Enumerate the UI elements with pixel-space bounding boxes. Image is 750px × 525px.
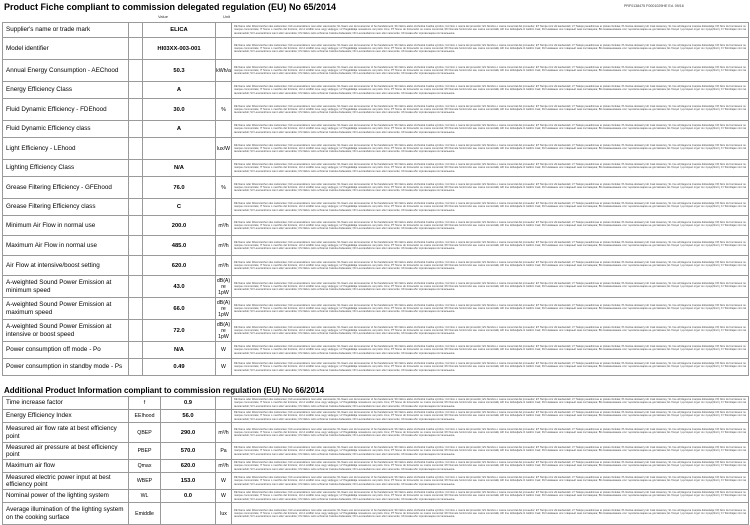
row-symbol: Qmax (129, 460, 161, 473)
row-translations: DE Name oder Warenzeichen des Lieferanten; DA Leverandørens navn eller varemærke; NL Naam van de leverancier of het handelsmerk; SK Názov alebo obchodná značka výrobcu; CA Nom o marca del proveïdor; ES Nombre o marca comercial del proveedor; ET Tarnija nimi või kaubamärk; LT Tiekėjo pavadinimas ar prekės ženklas; PL Nazwa dostawcy lub znak towarowy; SL Ime ali blagovna znamka dobavitelja; FR Nom du fournisseur ou marque commerciale; IT Nome o marchio del fornitore; HU A szállító neve vagy védjegye; LV Piegādātāja nosaukums vai preču zīme; PT Nome do fornecedor ou marca comercial; RO Numele furnizorului sau marca comercială; HR Ime dobavljača ili zaštitni znak; RU Название или товарный знак поставщика; BG Наименование или търговска марка на доставчика; EL Όνομα ή εμπορικό σήμα του προμηθευτή; FI Toimittajan nimi tai tavaramerkki; SV Leverantörens namn eller varumärke; CS Název nebo ochranná známka dodavatele; NO Leverandørens navn eller varemerke; UK Назва або торгова марка постачальника. (232, 473, 749, 490)
unit-column-header: Unit (223, 14, 231, 19)
table-row (3, 121, 749, 138)
row-value: A (143, 82, 216, 99)
row-unit (216, 199, 232, 216)
table-row (3, 60, 749, 82)
table-row (3, 38, 749, 60)
row-translations: DE Name oder Warenzeichen des Lieferanten; DA Leverandørens navn eller varemærke; NL Naam van de leverancier of het handelsmerk; SK Názov alebo obchodná značka výrobcu; CA Nom o marca del proveïdor; ES Nombre o marca comercial del proveedor; ET Tarnija nimi või kaubamärk; LT Tiekėjo pavadinimas ar prekės ženklas; PL Nazwa dostawcy lub znak towarowy; SL Ime ali blagovna znamka dobavitelja; FR Nom du fournisseur ou marque commerciale; IT Nome o marchio del fornitore; HU A szállító neve vagy védjegye; LV Piegādātāja nosaukums vai preču zīme; PT Nome do fornecedor ou marca comercial; RO Numele furnizorului sau marca comercială; HR Ime dobavljača ili zaštitni znak; RU Название или товарный знак поставщика; BG Наименование или търговска марка на доставчика; EL Όνομα ή εμπορικό σήμα του προμηθευτή; FI Toimittajan nimi tai tavaramerkki; SV Leverantörens namn eller varumärke; CS Název nebo ochranná známka dodavatele; NO Leverandørens navn eller varemerke; UK Назва або торгова марка постачальника. (232, 138, 749, 160)
row-translations: DE Name oder Warenzeichen des Lieferanten; DA Leverandørens navn eller varemærke; NL Naam van de leverancier of het handelsmerk; SK Názov alebo obchodná značka výrobcu; CA Nom o marca del proveïdor; ES Nombre o marca comercial del proveedor; ET Tarnija nimi või kaubamärk; LT Tiekėjo pavadinimas ar prekės ženklas; PL Nazwa dostawcy lub znak towarowy; SL Ime ali blagovna znamka dobavitelja; FR Nom du fournisseur ou marque commerciale; IT Nome o marchio del fornitore; HU A szállító neve vagy védjegye; LV Piegādātāja nosaukums vai preču zīme; PT Nome do fornecedor ou marca comercial; RO Numele furnizorului sau marca comercială; HR Ime dobavljača ili zaštitni znak; RU Название или товарный знак поставщика; BG Наименование или търговска марка на доставчика; EL Όνομα ή εμπορικό σήμα του προμηθευτή; FI Toimittajan nimi tai tavaramerkki; SV Leverantörens namn eller varumärke; CS Název nebo ochranná známka dodavatele; NO Leverandørens navn eller varemerke; UK Назва або торгова марка постачальника. (232, 423, 749, 443)
row-value: 43.0 (143, 276, 216, 298)
table-row (3, 490, 749, 503)
row-symbol (129, 177, 143, 199)
row-translations: DE Name oder Warenzeichen des Lieferanten; DA Leverandørens navn eller varemærke; NL Naam van de leverancier of het handelsmerk; SK Názov alebo obchodná značka výrobcu; CA Nom o marca del proveïdor; ES Nombre o marca comercial del proveedor; ET Tarnija nimi või kaubamärk; LT Tiekėjo pavadinimas ar prekės ženklas; PL Nazwa dostawcy lub znak towarowy; SL Ime ali blagovna znamka dobavitelja; FR Nom du fournisseur ou marque commerciale; IT Nome o marchio del fornitore; HU A szállító neve vagy védjegye; LV Piegādātāja nosaukums vai preču zīme; PT Nome do fornecedor ou marca comercial; RO Numele furnizorului sau marca comercială; HR Ime dobavljača ili zaštitni znak; RU Название или товарный знак поставщика; BG Наименование или търговска марка на доставчика; EL Όνομα ή εμπορικό σήμα του προμηθευτή; FI Toimittajan nimi tai tavaramerkki; SV Leverantörens namn eller varumärke; CS Název nebo ochranná známka dodavatele; NO Leverandørens navn eller varemerke; UK Назва або торгова марка постачальника. (232, 160, 749, 177)
row-symbol (129, 342, 143, 359)
row-translations: DE Name oder Warenzeichen des Lieferanten; DA Leverandørens navn eller varemærke; NL Naam van de leverancier of het handelsmerk; SK Názov alebo obchodná značka výrobcu; CA Nom o marca del proveïdor; ES Nombre o marca comercial del proveedor; ET Tarnija nimi või kaubamärk; LT Tiekėjo pavadinimas ar prekės ženklas; PL Nazwa dostawcy lub znak towarowy; SL Ime ali blagovna znamka dobavitelja; FR Nom du fournisseur ou marque commerciale; IT Nome o marchio del fornitore; HU A szállító neve vagy védjegye; LV Piegādātāja nosaukums vai preču zīme; PT Nome do fornecedor ou marca comercial; RO Numele furnizorului sau marca comercială; HR Ime dobavljača ili zaštitni znak; RU Название или товарный знак поставщика; BG Наименование или търговска марка на доставчика; EL Όνομα ή εμπορικό σήμα του προμηθευτή; FI Toimittajan nimi tai tavaramerkki; SV Leverantörens namn eller varumärke; CS Název nebo ochranná známka dodavatele; NO Leverandørens navn eller varemerke; UK Назва або торгова марка постачальника. (232, 410, 749, 423)
row-label: Energy Efficiency Class (3, 82, 129, 99)
row-unit: m³/h (216, 423, 232, 443)
row-label: A-weighted Sound Power Emission at intensive or boost speed (3, 320, 129, 342)
table-row (3, 298, 749, 320)
row-unit (216, 397, 232, 410)
row-value: 50.3 (143, 60, 216, 82)
row-unit: m³/h (216, 236, 232, 256)
table-row (3, 177, 749, 199)
row-symbol (129, 38, 143, 60)
row-symbol (129, 216, 143, 236)
row-label: Energy Efficiency Index (3, 410, 129, 423)
row-unit: kWh/a (216, 60, 232, 82)
row-value: 72.0 (143, 320, 216, 342)
row-value: N/A (143, 160, 216, 177)
row-unit: dB(A) re 1pW (216, 277, 231, 296)
additional-info-table (2, 396, 749, 525)
row-translations: DE Name oder Warenzeichen des Lieferanten; DA Leverandørens navn eller varemærke; NL Naam van de leverancier of het handelsmerk; SK Názov alebo obchodná značka výrobcu; CA Nom o marca del proveïdor; ES Nombre o marca comercial del proveedor; ET Tarnija nimi või kaubamärk; LT Tiekėjo pavadinimas ar prekės ženklas; PL Nazwa dostawcy lub znak towarowy; SL Ime ali blagovna znamka dobavitelja; FR Nom du fournisseur ou marque commerciale; IT Nome o marchio del fornitore; HU A szállító neve vagy védjegye; LV Piegādātāja nosaukums vai preču zīme; PT Nome do fornecedor ou marca comercial; RO Numele furnizorului sau marca comercială; HR Ime dobavljača ili zaštitni znak; RU Название или товарный знак поставщика; BG Наименование или търговска марка на доставчика; EL Όνομα ή εμπορικό σήμα του προμηθευτή; FI Toimittajan nimi tai tavaramerkki; SV Leverantörens namn eller varumärke; CS Název nebo ochranná známka dodavatele; NO Leverandørens navn eller varemerke; UK Назва або торгова марка постачальника. (232, 490, 749, 503)
row-symbol (129, 23, 143, 38)
row-value: N/A (143, 342, 216, 359)
row-unit: m³/h (216, 216, 232, 236)
value-column-header: Value (158, 14, 168, 19)
row-translations: DE Name oder Warenzeichen des Lieferanten; DA Leverandørens navn eller varemærke; NL Naam van de leverancier of het handelsmerk; SK Názov alebo obchodná značka výrobcu; CA Nom o marca del proveïdor; ES Nombre o marca comercial del proveedor; ET Tarnija nimi või kaubamärk; LT Tiekėjo pavadinimas ar prekės ženklas; PL Nazwa dostawcy lub znak towarowy; SL Ime ali blagovna znamka dobavitelja; FR Nom du fournisseur ou marque commerciale; IT Nome o marchio del fornitore; HU A szállító neve vagy védjegye; LV Piegādātāja nosaukums vai preču zīme; PT Nome do fornecedor ou marca comercial; RO Numele furnizorului sau marca comercială; HR Ime dobavljača ili zaštitni znak; RU Название или товарный знак поставщика; BG Наименование или търговска марка на доставчика; EL Όνομα ή εμπορικό σήμα του προμηθευτή; FI Toimittajan nimi tai tavaramerkki; SV Leverantörens namn eller varumärke; CS Název nebo ochranná známka dodavatele; NO Leverandørens navn eller varemerke; UK Назва або торгова марка постачальника. (232, 23, 749, 38)
row-unit (216, 38, 232, 60)
row-symbol: PBEP (129, 443, 161, 460)
additional-info-title: Additional Product Information compliant to commission regulation (EU) No 66/2014 (4, 386, 325, 395)
row-label: Air Flow at intensive/boost setting (3, 256, 129, 276)
row-unit: % (216, 99, 232, 121)
row-label: Power consumption off mode - Po (3, 342, 129, 359)
row-unit (216, 121, 232, 138)
row-translations: DE Name oder Warenzeichen des Lieferanten; DA Leverandørens navn eller varemærke; NL Naam van de leverancier of het handelsmerk; SK Názov alebo obchodná značka výrobcu; CA Nom o marca del proveïdor; ES Nombre o marca comercial del proveedor; ET Tarnija nimi või kaubamärk; LT Tiekėjo pavadinimas ar prekės ženklas; PL Nazwa dostawcy lub znak towarowy; SL Ime ali blagovna znamka dobavitelja; FR Nom du fournisseur ou marque commerciale; IT Nome o marchio del fornitore; HU A szállító neve vagy védjegye; LV Piegādātāja nosaukums vai preču zīme; PT Nome do fornecedor ou marca comercial; RO Numele furnizorului sau marca comercială; HR Ime dobavljača ili zaštitni znak; RU Название или товарный знак поставщика; BG Наименование или търговска марка на доставчика; EL Όνομα ή εμπορικό σήμα του προμηθευτή; FI Toimittajan nimi tai tavaramerkki; SV Leverantörens namn eller varumärke; CS Název nebo ochranná známka dodavatele; NO Leverandørens navn eller varemerke; UK Назва або торгова марка постачальника. (232, 121, 749, 138)
table-row (3, 423, 749, 443)
row-symbol (129, 298, 143, 320)
row-symbol: EEIhood (129, 410, 161, 423)
row-label: Measured electric power input at best efficiency point (3, 473, 129, 490)
row-value: C (143, 199, 216, 216)
table-row (3, 397, 749, 410)
row-unit: % (216, 177, 232, 199)
row-symbol: f (129, 397, 161, 410)
row-label: Time increase factor (3, 397, 129, 410)
row-translations: DE Name oder Warenzeichen des Lieferanten; DA Leverandørens navn eller varemærke; NL Naam van de leverancier of het handelsmerk; SK Názov alebo obchodná značka výrobcu; CA Nom o marca del proveïdor; ES Nombre o marca comercial del proveedor; ET Tarnija nimi või kaubamärk; LT Tiekėjo pavadinimas ar prekės ženklas; PL Nazwa dostawcy lub znak towarowy; SL Ime ali blagovna znamka dobavitelja; FR Nom du fournisseur ou marque commerciale; IT Nome o marchio del fornitore; HU A szállító neve vagy védjegye; LV Piegādātāja nosaukums vai preču zīme; PT Nome do fornecedor ou marca comercial; RO Numele furnizorului sau marca comercială; HR Ime dobavljača ili zaštitni znak; RU Название или товарный знак поставщика; BG Наименование или търговска марка на доставчика; EL Όνομα ή εμπορικό σήμα του προμηθευτή; FI Toimittajan nimi tai tavaramerkki; SV Leverantörens namn eller varumärke; CS Název nebo ochranná známka dodavatele; NO Leverandørens navn eller varemerke; UK Назва або торгова марка постачальника. (232, 99, 749, 121)
row-label: Lighting Efficiency Class (3, 160, 129, 177)
row-value: 290.0 (161, 423, 216, 443)
row-label: Grease Filtering Efficiency class (3, 199, 129, 216)
row-translations: DE Name oder Warenzeichen des Lieferanten; DA Leverandørens navn eller varemærke; NL Naam van de leverancier of het handelsmerk; SK Názov alebo obchodná značka výrobcu; CA Nom o marca del proveïdor; ES Nombre o marca comercial del proveedor; ET Tarnija nimi või kaubamärk; LT Tiekėjo pavadinimas ar prekės ženklas; PL Nazwa dostawcy lub znak towarowy; SL Ime ali blagovna znamka dobavitelja; FR Nom du fournisseur ou marque commerciale; IT Nome o marchio del fornitore; HU A szállító neve vagy védjegye; LV Piegādātāja nosaukums vai preču zīme; PT Nome do fornecedor ou marca comercial; RO Numele furnizorului sau marca comercială; HR Ime dobavljača ili zaštitni znak; RU Название или товарный знак поставщика; BG Наименование или търговска марка на доставчика; EL Όνομα ή εμπορικό σήμα του προμηθευτή; FI Toimittajan nimi tai tavaramerkki; SV Leverantörens namn eller varumärke; CS Název nebo ochranná známka dodavatele; NO Leverandørens navn eller varemerke; UK Назва або торгова марка постачальника. (232, 236, 749, 256)
table-row (3, 503, 749, 525)
row-symbol (129, 82, 143, 99)
row-translations: DE Name oder Warenzeichen des Lieferanten; DA Leverandørens navn eller varemærke; NL Naam van de leverancier of het handelsmerk; SK Názov alebo obchodná značka výrobcu; CA Nom o marca del proveïdor; ES Nombre o marca comercial del proveedor; ET Tarnija nimi või kaubamärk; LT Tiekėjo pavadinimas ar prekės ženklas; PL Nazwa dostawcy lub znak towarowy; SL Ime ali blagovna znamka dobavitelja; FR Nom du fournisseur ou marque commerciale; IT Nome o marchio del fornitore; HU A szállító neve vagy védjegye; LV Piegādātāja nosaukums vai preču zīme; PT Nome do fornecedor ou marca comercial; RO Numele furnizorului sau marca comercială; HR Ime dobavljača ili zaštitni znak; RU Название или товарный знак поставщика; BG Наименование или търговска марка на доставчика; EL Όνομα ή εμπορικό σήμα του προμηθευτή; FI Toimittajan nimi tai tavaramerkki; SV Leverantörens namn eller varumärke; CS Název nebo ochranná známka dodavatele; NO Leverandørens navn eller varemerke; UK Назва або торгова марка постачальника. (232, 460, 749, 473)
row-value: 76.0 (143, 177, 216, 199)
row-symbol (129, 160, 143, 177)
row-label: A-weighted Sound Power Emission at maximum speed (3, 298, 129, 320)
table-row (3, 320, 749, 342)
row-symbol: Emiddle (129, 503, 161, 525)
row-value: 30.0 (143, 99, 216, 121)
table-row (3, 82, 749, 99)
row-label: Maximum air flow (3, 460, 129, 473)
table-row (3, 199, 749, 216)
row-unit: m³/h (216, 256, 232, 276)
row-translations: DE Name oder Warenzeichen des Lieferanten; DA Leverandørens navn eller varemærke; NL Naam van de leverancier of het handelsmerk; SK Názov alebo obchodná značka výrobcu; CA Nom o marca del proveïdor; ES Nombre o marca comercial del proveedor; ET Tarnija nimi või kaubamärk; LT Tiekėjo pavadinimas ar prekės ženklas; PL Nazwa dostawcy lub znak towarowy; SL Ime ali blagovna znamka dobavitelja; FR Nom du fournisseur ou marque commerciale; IT Nome o marchio del fornitore; HU A szállító neve vagy védjegye; LV Piegādātāja nosaukums vai preču zīme; PT Nome do fornecedor ou marca comercial; RO Numele furnizorului sau marca comercială; HR Ime dobavljača ili zaštitni znak; RU Название или товарный знак поставщика; BG Наименование или търговска марка на доставчика; EL Όνομα ή εμπορικό σήμα του προμηθευτή; FI Toimittajan nimi tai tavaramerkki; SV Leverantörens namn eller varumärke; CS Název nebo ochranná známka dodavatele; NO Leverandørens navn eller varemerke; UK Назва або торгова марка постачальника. (232, 276, 749, 298)
table-row (3, 473, 749, 490)
row-translations: DE Name oder Warenzeichen des Lieferanten; DA Leverandørens navn eller varemærke; NL Naam van de leverancier of het handelsmerk; SK Názov alebo obchodná značka výrobcu; CA Nom o marca del proveïdor; ES Nombre o marca comercial del proveedor; ET Tarnija nimi või kaubamärk; LT Tiekėjo pavadinimas ar prekės ženklas; PL Nazwa dostawcy lub znak towarowy; SL Ime ali blagovna znamka dobavitelja; FR Nom du fournisseur ou marque commerciale; IT Nome o marchio del fornitore; HU A szállító neve vagy védjegye; LV Piegādātāja nosaukums vai preču zīme; PT Nome do fornecedor ou marca comercial; RO Numele furnizorului sau marca comercială; HR Ime dobavljača ili zaštitni znak; RU Название или товарный знак поставщика; BG Наименование или търговска марка на доставчика; EL Όνομα ή εμπορικό σήμα του προμηθευτή; FI Toimittajan nimi tai tavaramerkki; SV Leverantörens namn eller varumärke; CS Název nebo ochranná známka dodavatele; NO Leverandørens navn eller varemerke; UK Назва або торгова марка постачальника. (232, 443, 749, 460)
row-label: Fluid Dynamic Efficiency class (3, 121, 129, 138)
row-value: 570.0 (161, 443, 216, 460)
row-unit: lux/W (216, 138, 232, 160)
row-label: Measured air pressure at best efficiency point (3, 443, 129, 460)
row-translations: DE Name oder Warenzeichen des Lieferanten; DA Leverandørens navn eller varemærke; NL Naam van de leverancier of het handelsmerk; SK Názov alebo obchodná značka výrobcu; CA Nom o marca del proveïdor; ES Nombre o marca comercial del proveedor; ET Tarnija nimi või kaubamärk; LT Tiekėjo pavadinimas ar prekės ženklas; PL Nazwa dostawcy lub znak towarowy; SL Ime ali blagovna znamka dobavitelja; FR Nom du fournisseur ou marque commerciale; IT Nome o marchio del fornitore; HU A szállító neve vagy védjegye; LV Piegādātāja nosaukums vai preču zīme; PT Nome do fornecedor ou marca comercial; RO Numele furnizorului sau marca comercială; HR Ime dobavljača ili zaštitni znak; RU Название или товарный знак поставщика; BG Наименование или търговска марка на доставчика; EL Όνομα ή εμπορικό σήμα του προμηθευτή; FI Toimittajan nimi tai tavaramerkki; SV Leverantörens namn eller varumärke; CS Název nebo ochranná známka dodavatele; NO Leverandørens navn eller varemerke; UK Назва або торгова марка постачальника. (232, 199, 749, 216)
row-translations: DE Name oder Warenzeichen des Lieferanten; DA Leverandørens navn eller varemærke; NL Naam van de leverancier of het handelsmerk; SK Názov alebo obchodná značka výrobcu; CA Nom o marca del proveïdor; ES Nombre o marca comercial del proveedor; ET Tarnija nimi või kaubamärk; LT Tiekėjo pavadinimas ar prekės ženklas; PL Nazwa dostawcy lub znak towarowy; SL Ime ali blagovna znamka dobavitelja; FR Nom du fournisseur ou marque commerciale; IT Nome o marchio del fornitore; HU A szállító neve vagy védjegye; LV Piegādātāja nosaukums vai preču zīme; PT Nome do fornecedor ou marca comercial; RO Numele furnizorului sau marca comercială; HR Ime dobavljača ili zaštitni znak; RU Название или товарный знак поставщика; BG Наименование или търговска марка на доставчика; EL Όνομα ή εμπορικό σήμα του προμηθευτή; FI Toimittajan nimi tai tavaramerkki; SV Leverantörens namn eller varumärke; CS Název nebo ochranná známka dodavatele; NO Leverandørens navn eller varemerke; UK Назва або торгова марка постачальника. (232, 216, 749, 236)
row-value: 200.0 (143, 216, 216, 236)
row-translations: DE Name oder Warenzeichen des Lieferanten; DA Leverandørens navn eller varemærke; NL Naam van de leverancier of het handelsmerk; SK Názov alebo obchodná značka výrobcu; CA Nom o marca del proveïdor; ES Nombre o marca comercial del proveedor; ET Tarnija nimi või kaubamärk; LT Tiekėjo pavadinimas ar prekės ženklas; PL Nazwa dostawcy lub znak towarowy; SL Ime ali blagovna znamka dobavitelja; FR Nom du fournisseur ou marque commerciale; IT Nome o marchio del fornitore; HU A szállító neve vagy védjegye; LV Piegādātāja nosaukums vai preču zīme; PT Nome do fornecedor ou marca comercial; RO Numele furnizorului sau marca comercială; HR Ime dobavljača ili zaštitni znak; RU Название или товарный знак поставщика; BG Наименование или търговска марка на доставчика; EL Όνομα ή εμπορικό σήμα του προμηθευτή; FI Toimittajan nimi tai tavaramerkki; SV Leverantörens namn eller varumärke; CS Název nebo ochranná známka dodavatele; NO Leverandørens navn eller varemerke; UK Назва або торгова марка постачальника. (232, 256, 749, 276)
table-row (3, 160, 749, 177)
row-value: 66.0 (143, 298, 216, 320)
row-label: Annual Energy Consumption - AEChood (3, 60, 129, 82)
row-label: Average illumination of the lighting system on the cooking surface (3, 503, 129, 525)
row-unit: W (216, 490, 232, 503)
row-symbol (129, 138, 143, 160)
table-row (3, 359, 749, 376)
table-row (3, 342, 749, 359)
row-symbol (129, 359, 143, 376)
row-value: HI03XX-003-001 (143, 38, 216, 60)
table-row (3, 460, 749, 473)
table-row (3, 256, 749, 276)
row-translations: DE Name oder Warenzeichen des Lieferanten; DA Leverandørens navn eller varemærke; NL Naam van de leverancier of het handelsmerk; SK Názov alebo obchodná značka výrobcu; CA Nom o marca del proveïdor; ES Nombre o marca comercial del proveedor; ET Tarnija nimi või kaubamärk; LT Tiekėjo pavadinimas ar prekės ženklas; PL Nazwa dostawcy lub znak towarowy; SL Ime ali blagovna znamka dobavitelja; FR Nom du fournisseur ou marque commerciale; IT Nome o marchio del fornitore; HU A szállító neve vagy védjegye; LV Piegādātāja nosaukums vai preču zīme; PT Nome do fornecedor ou marca comercial; RO Numele furnizorului sau marca comercială; HR Ime dobavljača ili zaštitni znak; RU Название или товарный знак поставщика; BG Наименование или търговска марка на доставчика; EL Όνομα ή εμπορικό σήμα του προμηθευτή; FI Toimittajan nimi tai tavaramerkki; SV Leverantörens namn eller varumärke; CS Název nebo ochranná známka dodavatele; NO Leverandørens navn eller varemerke; UK Назва або торгова марка постачальника. (232, 342, 749, 359)
row-label: A-weighted Sound Power Emission at minimum speed (3, 276, 129, 298)
row-value: 0.49 (143, 359, 216, 376)
row-symbol: QBEP (129, 423, 161, 443)
row-unit: W (216, 342, 232, 359)
row-symbol (129, 276, 143, 298)
row-unit: W (216, 473, 232, 490)
row-value: 0.9 (161, 397, 216, 410)
row-unit: lux (216, 503, 232, 525)
row-value (161, 503, 216, 525)
row-value: 56.0 (161, 410, 216, 423)
row-translations: DE Name oder Warenzeichen des Lieferanten; DA Leverandørens navn eller varemærke; NL Naam van de leverancier of het handelsmerk; SK Názov alebo obchodná značka výrobcu; CA Nom o marca del proveïdor; ES Nombre o marca comercial del proveedor; ET Tarnija nimi või kaubamärk; LT Tiekėjo pavadinimas ar prekės ženklas; PL Nazwa dostawcy lub znak towarowy; SL Ime ali blagovna znamka dobavitelja; FR Nom du fournisseur ou marque commerciale; IT Nome o marchio del fornitore; HU A szállító neve vagy védjegye; LV Piegādātāja nosaukums vai preču zīme; PT Nome do fornecedor ou marca comercial; RO Numele furnizorului sau marca comercială; HR Ime dobavljača ili zaštitni znak; RU Название или товарный знак поставщика; BG Наименование или търговска марка на доставчика; EL Όνομα ή εμπορικό σήμα του προμηθευτή; FI Toimittajan nimi tai tavaramerkki; SV Leverantörens namn eller varumärke; CS Název nebo ochranná známka dodavatele; NO Leverandørens navn eller varemerke; UK Назва або торгова марка постачальника. (232, 397, 749, 410)
row-translations: DE Name oder Warenzeichen des Lieferanten; DA Leverandørens navn eller varemærke; NL Naam van de leverancier of het handelsmerk; SK Názov alebo obchodná značka výrobcu; CA Nom o marca del proveïdor; ES Nombre o marca comercial del proveedor; ET Tarnija nimi või kaubamärk; LT Tiekėjo pavadinimas ar prekės ženklas; PL Nazwa dostawcy lub znak towarowy; SL Ime ali blagovna znamka dobavitelja; FR Nom du fournisseur ou marque commerciale; IT Nome o marchio del fornitore; HU A szállító neve vagy védjegye; LV Piegādātāja nosaukums vai preču zīme; PT Nome do fornecedor ou marca comercial; RO Numele furnizorului sau marca comercială; HR Ime dobavljača ili zaštitni znak; RU Название или товарный знак поставщика; BG Наименование или търговска марка на доставчика; EL Όνομα ή εμπορικό σήμα του προμηθευτή; FI Toimittajan nimi tai tavaramerkki; SV Leverantörens namn eller varumärke; CS Název nebo ochranná známka dodavatele; NO Leverandørens navn eller varemerke; UK Назва або торгова марка постачальника. (232, 298, 749, 320)
row-value: 0.0 (161, 490, 216, 503)
row-unit: dB(A) re 1pW (216, 299, 231, 318)
row-symbol: WBEP (129, 473, 161, 490)
row-symbol (129, 121, 143, 138)
table-row (3, 276, 749, 298)
table-row (3, 410, 749, 423)
row-unit (216, 23, 232, 38)
row-unit (216, 160, 232, 177)
row-label: Model identifier (3, 38, 129, 60)
row-unit (216, 410, 232, 423)
fiche-table (2, 22, 749, 376)
table-row (3, 23, 749, 38)
document-reference: PRF0138475 F0001029HE Ed. 09/16 (624, 4, 684, 8)
row-translations: DE Name oder Warenzeichen des Lieferanten; DA Leverandørens navn eller varemærke; NL Naam van de leverancier of het handelsmerk; SK Názov alebo obchodná značka výrobcu; CA Nom o marca del proveïdor; ES Nombre o marca comercial del proveedor; ET Tarnija nimi või kaubamärk; LT Tiekėjo pavadinimas ar prekės ženklas; PL Nazwa dostawcy lub znak towarowy; SL Ime ali blagovna znamka dobavitelja; FR Nom du fournisseur ou marque commerciale; IT Nome o marchio del fornitore; HU A szállító neve vagy védjegye; LV Piegādātāja nosaukums vai preču zīme; PT Nome do fornecedor ou marca comercial; RO Numele furnizorului sau marca comercială; HR Ime dobavljača ili zaštitni znak; RU Название или товарный знак поставщика; BG Наименование или търговска марка на доставчика; EL Όνομα ή εμπορικό σήμα του προμηθευτή; FI Toimittajan nimi tai tavaramerkki; SV Leverantörens namn eller varumärke; CS Název nebo ochranná známka dodavatele; NO Leverandørens navn eller varemerke; UK Назва або торгова марка постачальника. (232, 359, 749, 376)
row-symbol (129, 320, 143, 342)
row-symbol (129, 236, 143, 256)
row-value (143, 138, 216, 160)
row-translations: DE Name oder Warenzeichen des Lieferanten; DA Leverandørens navn eller varemærke; NL Naam van de leverancier of het handelsmerk; SK Názov alebo obchodná značka výrobcu; CA Nom o marca del proveïdor; ES Nombre o marca comercial del proveedor; ET Tarnija nimi või kaubamärk; LT Tiekėjo pavadinimas ar prekės ženklas; PL Nazwa dostawcy lub znak towarowy; SL Ime ali blagovna znamka dobavitelja; FR Nom du fournisseur ou marque commerciale; IT Nome o marchio del fornitore; HU A szállító neve vagy védjegye; LV Piegādātāja nosaukums vai preču zīme; PT Nome do fornecedor ou marca comercial; RO Numele furnizorului sau marca comercială; HR Ime dobavljača ili zaštitni znak; RU Название или товарный знак поставщика; BG Наименование или търговска марка на доставчика; EL Όνομα ή εμπορικό σήμα του προμηθευτή; FI Toimittajan nimi tai tavaramerkki; SV Leverantörens namn eller varumärke; CS Název nebo ochranná známka dodavatele; NO Leverandørens navn eller varemerke; UK Назва або торгова марка постачальника. (232, 60, 749, 82)
table-row (3, 236, 749, 256)
row-symbol (129, 99, 143, 121)
row-value: 153.0 (161, 473, 216, 490)
row-translations: DE Name oder Warenzeichen des Lieferanten; DA Leverandørens navn eller varemærke; NL Naam van de leverancier of het handelsmerk; SK Názov alebo obchodná značka výrobcu; CA Nom o marca del proveïdor; ES Nombre o marca comercial del proveedor; ET Tarnija nimi või kaubamärk; LT Tiekėjo pavadinimas ar prekės ženklas; PL Nazwa dostawcy lub znak towarowy; SL Ime ali blagovna znamka dobavitelja; FR Nom du fournisseur ou marque commerciale; IT Nome o marchio del fornitore; HU A szállító neve vagy védjegye; LV Piegādātāja nosaukums vai preču zīme; PT Nome do fornecedor ou marca comercial; RO Numele furnizorului sau marca comercială; HR Ime dobavljača ili zaštitni znak; RU Название или товарный знак поставщика; BG Наименование или търговска марка на доставчика; EL Όνομα ή εμπορικό σήμα του προμηθευτή; FI Toimittajan nimi tai tavaramerkki; SV Leverantörens namn eller varumärke; CS Název nebo ochranná známka dodavatele; NO Leverandørens navn eller varemerke; UK Назва або торгова марка постачальника. (232, 38, 749, 60)
row-label: Grease Filtering Efficiency - GFEhood (3, 177, 129, 199)
table-row (3, 99, 749, 121)
row-unit: m³/h (216, 460, 232, 473)
row-translations: DE Name oder Warenzeichen des Lieferanten; DA Leverandørens navn eller varemærke; NL Naam van de leverancier of het handelsmerk; SK Názov alebo obchodná značka výrobcu; CA Nom o marca del proveïdor; ES Nombre o marca comercial del proveedor; ET Tarnija nimi või kaubamärk; LT Tiekėjo pavadinimas ar prekės ženklas; PL Nazwa dostawcy lub znak towarowy; SL Ime ali blagovna znamka dobavitelja; FR Nom du fournisseur ou marque commerciale; IT Nome o marchio del fornitore; HU A szállító neve vagy védjegye; LV Piegādātāja nosaukums vai preču zīme; PT Nome do fornecedor ou marca comercial; RO Numele furnizorului sau marca comercială; HR Ime dobavljača ili zaštitni znak; RU Название или товарный знак поставщика; BG Наименование или търговска марка на доставчика; EL Όνομα ή εμπορικό σήμα του προμηθευτή; FI Toimittajan nimi tai tavaramerkki; SV Leverantörens namn eller varumärke; CS Název nebo ochranná známka dodavatele; NO Leverandørens navn eller varemerke; UK Назва або торгова марка постачальника. (232, 82, 749, 99)
row-label: Supplier's name or trade mark (3, 23, 129, 38)
row-symbol: WL (129, 490, 161, 503)
row-label: Measured air flow rate at best efficiency point (3, 423, 129, 443)
row-unit: dB(A) re 1pW (216, 321, 231, 340)
row-label: Fluid Dynamic Efficiency - FDEhood (3, 99, 129, 121)
row-label: Nominal power of the lighting system (3, 490, 129, 503)
row-translations: DE Name oder Warenzeichen des Lieferanten; DA Leverandørens navn eller varemærke; NL Naam van de leverancier of het handelsmerk; SK Názov alebo obchodná značka výrobcu; CA Nom o marca del proveïdor; ES Nombre o marca comercial del proveedor; ET Tarnija nimi või kaubamärk; LT Tiekėjo pavadinimas ar prekės ženklas; PL Nazwa dostawcy lub znak towarowy; SL Ime ali blagovna znamka dobavitelja; FR Nom du fournisseur ou marque commerciale; IT Nome o marchio del fornitore; HU A szállító neve vagy védjegye; LV Piegādātāja nosaukums vai preču zīme; PT Nome do fornecedor ou marca comercial; RO Numele furnizorului sau marca comercială; HR Ime dobavljača ili zaštitni znak; RU Название или товарный знак поставщика; BG Наименование или търговска марка на доставчика; EL Όνομα ή εμπορικό σήμα του προμηθευτή; FI Toimittajan nimi tai tavaramerkki; SV Leverantörens namn eller varumärke; CS Název nebo ochranná známka dodavatele; NO Leverandørens navn eller varemerke; UK Назва або торгова марка постачальника. (232, 320, 749, 342)
row-value: 620.0 (161, 460, 216, 473)
row-translations: DE Name oder Warenzeichen des Lieferanten; DA Leverandørens navn eller varemærke; NL Naam van de leverancier of het handelsmerk; SK Názov alebo obchodná značka výrobcu; CA Nom o marca del proveïdor; ES Nombre o marca comercial del proveedor; ET Tarnija nimi või kaubamärk; LT Tiekėjo pavadinimas ar prekės ženklas; PL Nazwa dostawcy lub znak towarowy; SL Ime ali blagovna znamka dobavitelja; FR Nom du fournisseur ou marque commerciale; IT Nome o marchio del fornitore; HU A szállító neve vagy védjegye; LV Piegādātāja nosaukums vai preču zīme; PT Nome do fornecedor ou marca comercial; RO Numele furnizorului sau marca comercială; HR Ime dobavljača ili zaštitni znak; RU Название или товарный знак поставщика; BG Наименование или търговска марка на доставчика; EL Όνομα ή εμπορικό σήμα του προμηθευτή; FI Toimittajan nimi tai tavaramerkki; SV Leverantörens namn eller varumärke; CS Název nebo ochranná známka dodavatele; NO Leverandørens navn eller varemerke; UK Назва або торгова марка постачальника. (232, 503, 749, 525)
row-unit: W (216, 359, 232, 376)
row-unit (216, 82, 232, 99)
row-value: A (143, 121, 216, 138)
table-row (3, 138, 749, 160)
row-value: 620.0 (143, 256, 216, 276)
row-label: Light Efficiency - LEhood (3, 138, 129, 160)
row-label: Maximum Air Flow in normal use (3, 236, 129, 256)
row-symbol (129, 60, 143, 82)
row-value: 485.0 (143, 236, 216, 256)
row-symbol (129, 256, 143, 276)
fiche-title: Product Fiche compliant to commission delegated regulation (EU) No 65/2014 (4, 2, 337, 12)
row-label: Power consumption in standby mode - Ps (3, 359, 129, 376)
row-label: Minimum Air Flow in normal use (3, 216, 129, 236)
row-translations: DE Name oder Warenzeichen des Lieferanten; DA Leverandørens navn eller varemærke; NL Naam van de leverancier of het handelsmerk; SK Názov alebo obchodná značka výrobcu; CA Nom o marca del proveïdor; ES Nombre o marca comercial del proveedor; ET Tarnija nimi või kaubamärk; LT Tiekėjo pavadinimas ar prekės ženklas; PL Nazwa dostawcy lub znak towarowy; SL Ime ali blagovna znamka dobavitelja; FR Nom du fournisseur ou marque commerciale; IT Nome o marchio del fornitore; HU A szállító neve vagy védjegye; LV Piegādātāja nosaukums vai preču zīme; PT Nome do fornecedor ou marca comercial; RO Numele furnizorului sau marca comercială; HR Ime dobavljača ili zaštitni znak; RU Название или товарный знак поставщика; BG Наименование или търговска марка на доставчика; EL Όνομα ή εμπορικό σήμα του προμηθευτή; FI Toimittajan nimi tai tavaramerkki; SV Leverantörens namn eller varumärke; CS Název nebo ochranná známka dodavatele; NO Leverandørens navn eller varemerke; UK Назва або торгова марка постачальника. (232, 177, 749, 199)
row-symbol (129, 199, 143, 216)
row-value: ELICA (143, 23, 216, 38)
row-unit: Pa (216, 443, 232, 460)
table-row (3, 216, 749, 236)
table-row (3, 443, 749, 460)
